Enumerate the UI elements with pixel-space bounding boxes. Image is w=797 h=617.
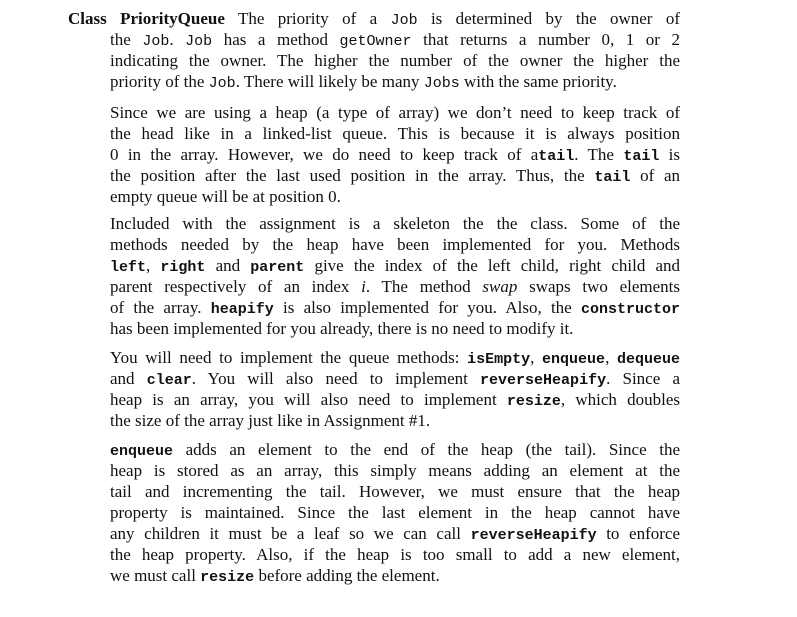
text-run: has been implemented for you already, there is no need to modify it. <box>110 319 574 338</box>
text-line <box>110 389 680 410</box>
paragraph-skeleton <box>110 213 680 339</box>
text-run: property is maintained. Since the last element in the heap cannot have <box>110 503 680 522</box>
text-run: heap is an array, you will also need to implement <box>110 390 507 409</box>
code-term: Jobs <box>423 75 460 92</box>
text-line <box>110 255 680 276</box>
text-run: is determined by the owner of <box>417 9 680 28</box>
paragraph-priorityqueue-intro <box>68 8 681 92</box>
text-line <box>110 50 680 71</box>
text-run: has a method <box>212 30 340 49</box>
code-term: enqueue <box>542 351 606 368</box>
code-term: tail <box>538 148 575 165</box>
code-term: resize <box>506 393 561 410</box>
text-run: the <box>110 30 143 49</box>
text-run: You will need to implement the queue methods: <box>110 348 468 367</box>
text-run: , <box>146 256 161 275</box>
code-term: getOwner <box>339 33 412 50</box>
text-run: priority of the <box>110 72 209 91</box>
paragraph-enqueue <box>110 439 680 586</box>
code-term: isEmpty <box>467 351 531 368</box>
text-run: the heap property. Also, if the heap is too small to add a new element, <box>110 545 680 564</box>
paragraph-methods-to-implement <box>110 347 680 431</box>
text-run: swap <box>482 277 518 296</box>
text-line <box>110 481 680 502</box>
text-run: we must call <box>110 566 201 585</box>
text-run: . The <box>574 145 624 164</box>
code-term: Job <box>390 12 418 29</box>
code-term: constructor <box>580 301 680 318</box>
text-line <box>110 165 680 186</box>
code-term: reverseHeapify <box>480 372 607 389</box>
text-run: . Since a <box>606 369 680 388</box>
text-run: is <box>659 145 680 164</box>
text-line <box>110 565 680 586</box>
text-run: any children it must be a leaf so we can call <box>110 524 471 543</box>
text-run: Since we are using a heap (a type of array) we don’t need to keep track of <box>110 103 680 122</box>
text-run: methods needed by the heap have been implemented for you. Methods <box>110 235 680 254</box>
text-run: tail and incrementing the tail. However, we must ensure that the heap <box>110 482 680 501</box>
text-line <box>110 439 680 460</box>
code-term: Job <box>185 33 213 50</box>
code-term: Job <box>208 75 236 92</box>
text-run: . <box>169 30 186 49</box>
text-run: The priority of a <box>224 9 391 28</box>
text-run: . The method <box>365 277 483 296</box>
text-run: empty queue will be at position 0. <box>110 187 341 206</box>
text-run: the head like in a linked-list queue. This is because it is always position <box>110 124 680 143</box>
text-run: , <box>530 348 543 367</box>
text-line <box>110 318 680 339</box>
paragraph-heap-tail <box>110 102 680 207</box>
code-term: left <box>110 259 147 276</box>
text-run: , <box>605 348 617 367</box>
text-line <box>110 123 680 144</box>
text-line <box>110 410 680 431</box>
text-run: give the index of the left child, right child and <box>304 256 681 275</box>
text-line <box>110 144 680 165</box>
code-term: clear <box>146 372 192 389</box>
text-line <box>110 502 680 523</box>
text-run: Included with the assignment is a skeleton the the class. Some of the <box>110 214 680 233</box>
code-term: dequeue <box>616 351 680 368</box>
text-line <box>110 297 680 318</box>
text-run: the size of the array just like in Assignment #1. <box>110 411 431 430</box>
text-line <box>110 234 680 255</box>
text-line <box>110 523 680 544</box>
text-run: heap is stored as an array, this simply means adding an element at the <box>110 461 680 480</box>
text-line <box>110 213 680 234</box>
text-run: and <box>110 369 147 388</box>
code-term: right <box>160 259 206 276</box>
text-run: before adding the element. <box>254 566 440 585</box>
text-run: swaps two elements <box>517 277 680 296</box>
text-run: the position after the last used position in the array. Thus, the <box>110 166 595 185</box>
text-run: parent respectively of an index <box>110 277 362 296</box>
text-line <box>110 460 680 481</box>
text-line <box>68 8 680 29</box>
code-term: heapify <box>210 301 274 318</box>
text-run: . You will also need to implement <box>191 369 481 388</box>
code-term: resize <box>200 569 255 586</box>
code-term: enqueue <box>110 443 174 460</box>
text-run: adds an element to the end of the heap (the tail). Since the <box>173 440 680 459</box>
text-line <box>110 347 680 368</box>
text-line <box>110 71 680 92</box>
text-run: i <box>361 277 366 296</box>
text-run: of the array. <box>110 298 211 317</box>
text-line <box>110 29 680 50</box>
text-run: indicating the owner. The higher the number of the owner the higher the <box>110 51 680 70</box>
text-run: and <box>205 256 251 275</box>
text-run: , which doubles <box>560 390 680 409</box>
text-run: 0 in the array. However, we do need to keep track of a <box>110 145 539 164</box>
text-line <box>110 368 680 389</box>
text-run: is also implemented for you. Also, the <box>273 298 581 317</box>
text-line <box>110 186 680 207</box>
text-run: to enforce <box>596 524 680 543</box>
code-term: Job <box>142 33 170 50</box>
code-term: reverseHeapify <box>470 527 597 544</box>
text-run: . There will likely be many <box>235 72 424 91</box>
bold-term: Class PriorityQueue <box>68 9 225 28</box>
text-line <box>110 102 680 123</box>
text-line <box>110 544 680 565</box>
text-run: of an <box>630 166 680 185</box>
code-term: tail <box>623 148 660 165</box>
text-run: with the same priority. <box>459 72 617 91</box>
code-term: tail <box>594 169 631 186</box>
code-term: parent <box>250 259 305 276</box>
text-line <box>110 276 680 297</box>
text-run: that returns a number 0, 1 or 2 <box>411 30 681 49</box>
